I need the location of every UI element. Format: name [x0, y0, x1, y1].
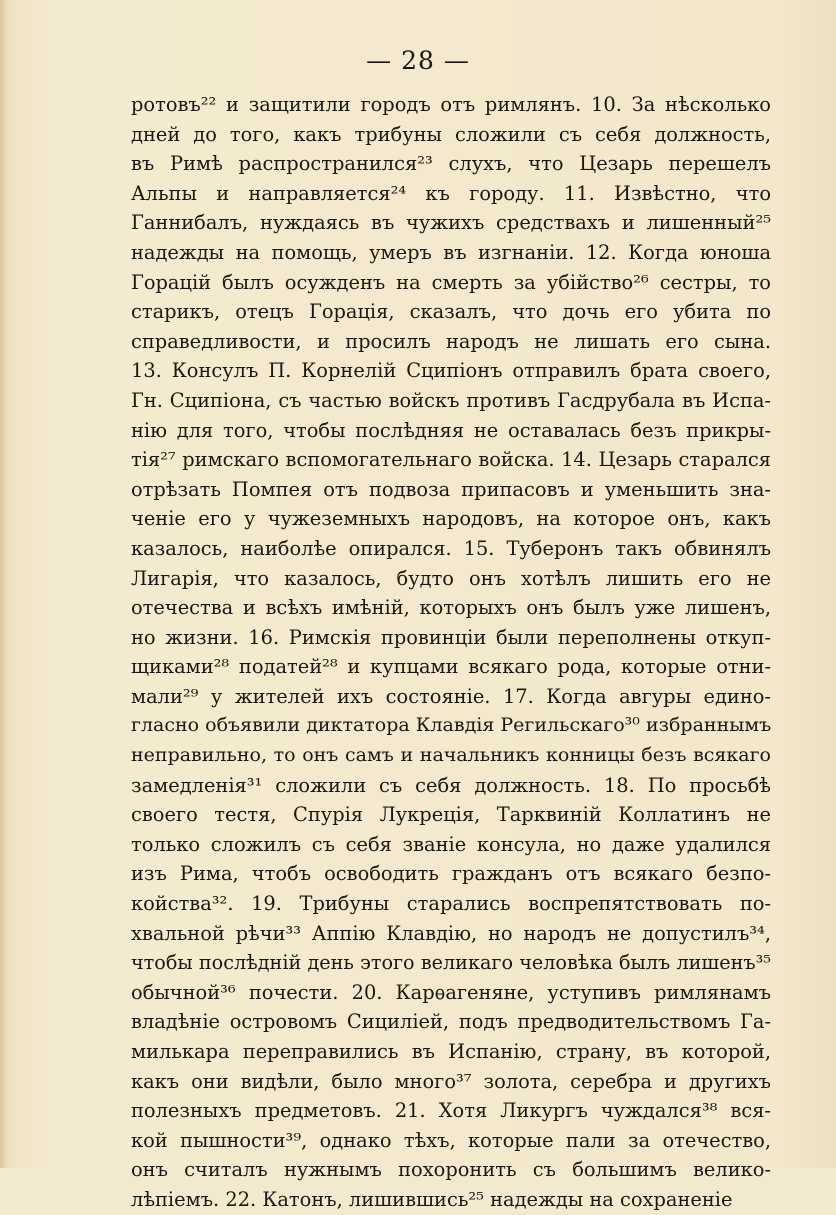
text-line: ченіе его у чужеземныхъ народовъ, на которое онъ, какъ — [131, 507, 771, 531]
text-line: изъ Рима, чтобъ освободить гражданъ отъ всякаго безпо- — [131, 862, 771, 886]
text-line: койства³². 19. Трибуны старались воспрепятствовать по- — [131, 892, 771, 916]
text-line: Ганнибалъ, нуждаясь въ чужихъ средствахъ и лишенный²⁵ — [131, 211, 771, 235]
text-line: замедленія³¹ сложили съ себя должность. 18. По просьбѣ — [131, 773, 771, 797]
text-line: справедливости, и просилъ народъ не лишать его сына. — [131, 329, 771, 353]
text-line: Горацій былъ осужденъ на смерть за убійство²⁶ сестры, то — [131, 270, 771, 294]
text-line: гласно объявили диктатора Клавдія Регильскаго³⁰ избраннымъ — [131, 714, 772, 737]
text-line: казалось, наиболѣе опирался. 15. Туберонъ такъ обвинялъ — [131, 536, 771, 560]
text-line: лѣпіемъ. 22. Катонъ, лишившись²⁵ надежды на сохраненіе — [131, 1187, 733, 1211]
text-line: владѣніе островомъ Сициліей, подъ предводительствомъ Га- — [131, 1010, 771, 1034]
text-line: надежды на помощь, умеръ въ изгнаніи. 12. Когда юноша — [131, 240, 771, 264]
text-line: отрѣзать Помпея отъ подвоза припасовъ и уменьшить зна- — [131, 477, 771, 501]
text-line: Альпы и направляется²⁴ къ городу. 11. Извѣстно, что — [131, 181, 771, 205]
text-line: неправильно, то онъ самъ и начальникъ конницы безъ всякаго — [131, 744, 771, 767]
page-number: — 28 — — [366, 46, 470, 75]
text-line: обычной³⁶ почести. 20. Карѳагеняне, уступивъ римлянамъ — [131, 980, 771, 1004]
text-line: какъ они видѣли, было много³⁷ золота, серебра и другихъ — [131, 1069, 771, 1093]
body-text — [131, 90, 771, 1215]
text-line: нію для того, чтобы послѣдняя не оставалась безъ прикры- — [131, 418, 771, 442]
text-line: въ Римѣ распространился²³ слухъ, что Цезарь перешелъ — [131, 152, 771, 176]
page-spine-shadow — [0, 0, 8, 1168]
text-line: дней до того, какъ трибуны сложили съ себя должность, — [131, 122, 771, 146]
text-line: чтобы послѣдній день этого великаго человѣка былъ лишенъ³⁵ — [131, 951, 771, 975]
text-line: но жизни. 16. Римскія провинціи были переполнены откуп- — [131, 625, 771, 649]
text-line: тія²⁷ римскаго вспомогательнаго войска. 14. Цезарь старался — [131, 448, 771, 472]
text-line: милькара переправились въ Испанію, страну, въ которой, — [131, 1040, 771, 1063]
text-line: ротовъ²² и защитили городъ отъ римлянъ. 10. За нѣсколько — [131, 93, 771, 116]
text-line: онъ считалъ нужнымъ похоронить съ большимъ велико- — [131, 1158, 771, 1182]
text-line: щиками²⁸ податей²⁸ и купцами всякаго рода, которые отни- — [131, 655, 771, 679]
text-line: Гн. Сципіона, съ частью войскъ противъ Гасдрубала въ Испа- — [131, 388, 771, 412]
text-line: 13. Консулъ П. Корнелій Сципіонъ отправилъ брата своего, — [131, 359, 771, 383]
text-line: своего тестя, Спурія Лукреція, Тарквиній Коллатинъ не — [131, 803, 771, 827]
text-line: мали²⁹ у жителей ихъ состояніе. 17. Когда авгуры едино- — [131, 684, 771, 708]
text-line: кой пышности³⁹, однако тѣхъ, которые пали за отечество, — [131, 1128, 771, 1152]
text-line: старикъ, отецъ Горація, сказалъ, что дочь его убита по — [131, 300, 771, 324]
text-line: только сложилъ съ себя званіе консула, но даже удалился — [131, 832, 771, 856]
text-line: отечества и всѣхъ имѣній, которыхъ онъ былъ уже лишенъ, — [131, 596, 771, 620]
text-line: полезныхъ предметовъ. 21. Хотя Ликургъ чуждался³⁸ вся- — [131, 1099, 771, 1123]
text-line: Лигарія, что казалось, будто онъ хотѣлъ лишить его не — [131, 566, 771, 590]
text-line: хвальной рѣчи³³ Аппію Клавдію, но народъ не допустилъ³⁴, — [131, 921, 771, 945]
